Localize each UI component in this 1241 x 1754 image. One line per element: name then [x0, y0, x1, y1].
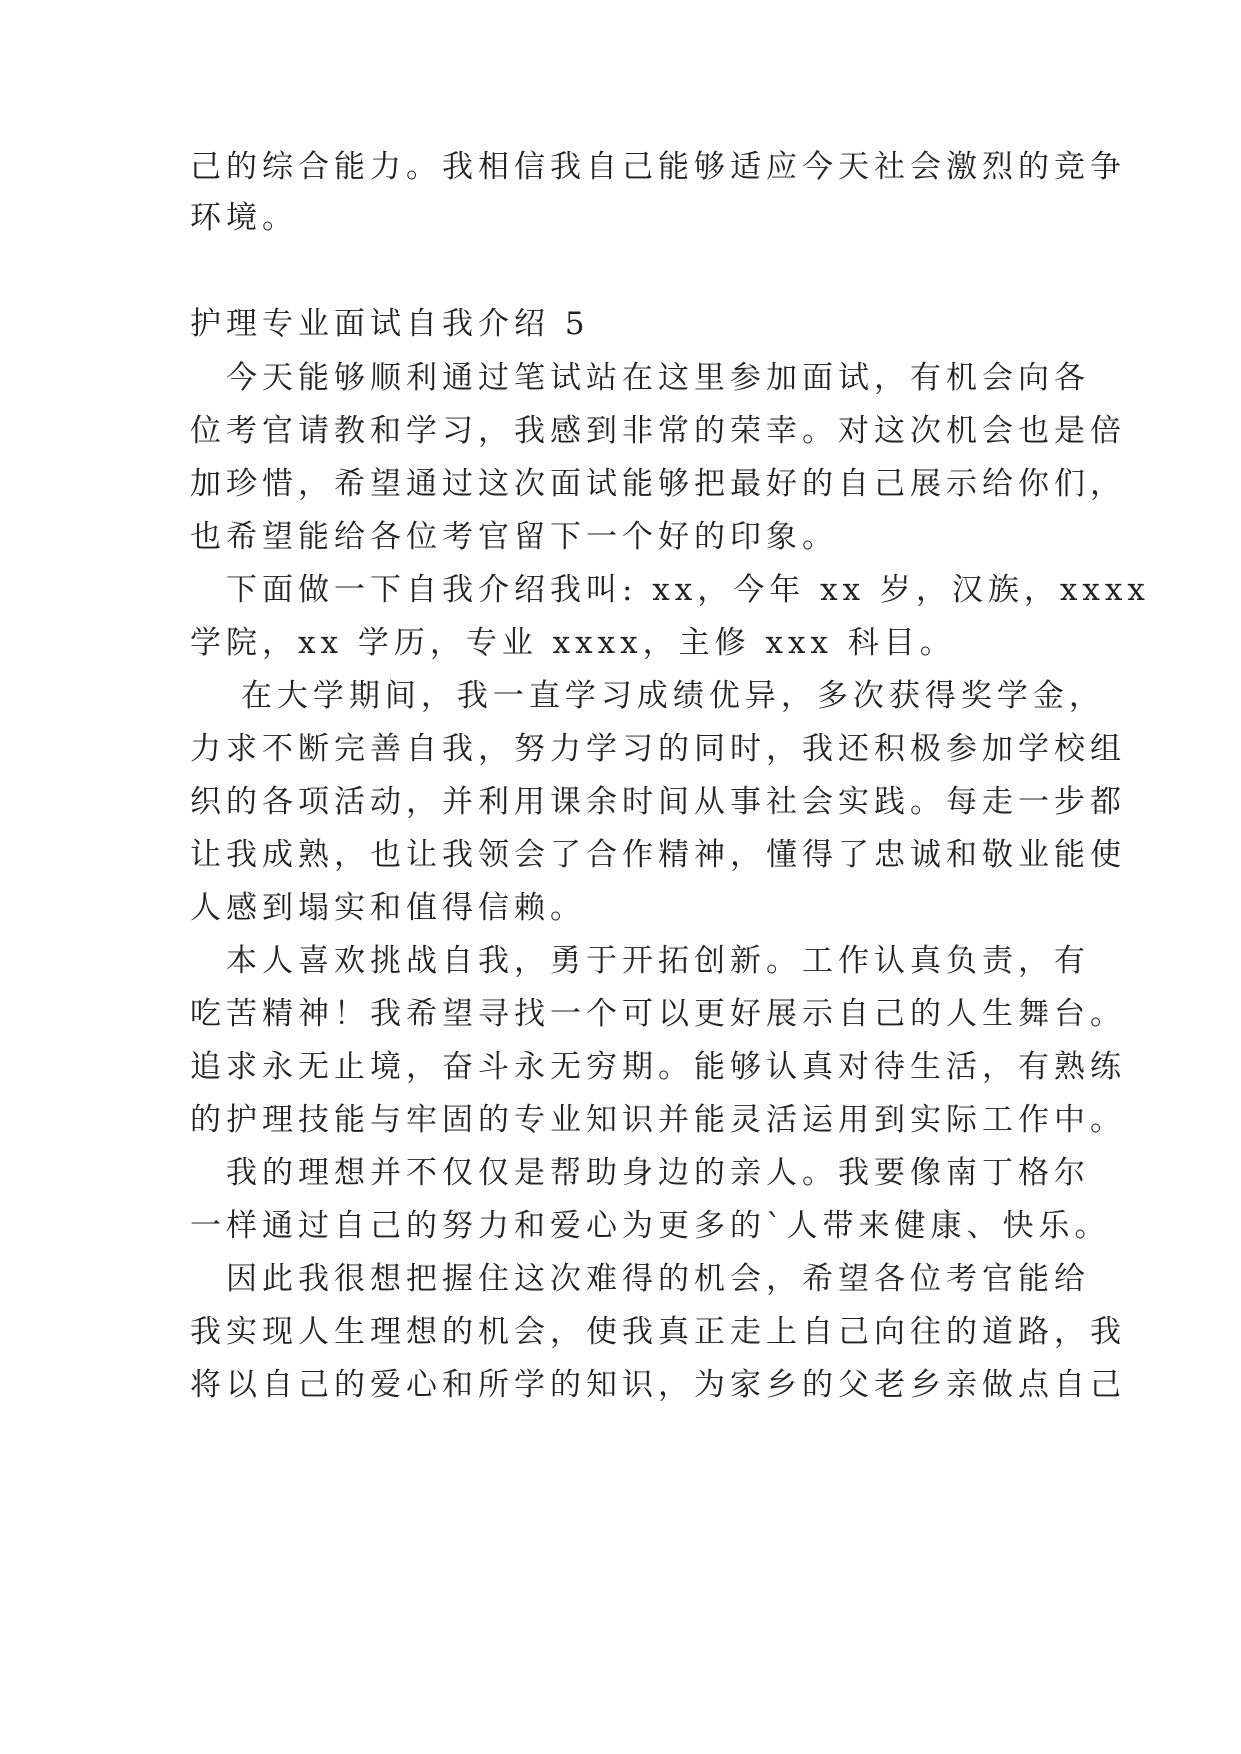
body-line: 今天能够顺利通过笔试站在这里参加面试，有机会向各	[190, 360, 1090, 396]
section-heading: 护理专业面试自我介绍 5	[190, 306, 590, 342]
body-line: 本人喜欢挑战自我，勇于开拓创新。工作认真负责，有	[190, 943, 1090, 979]
body-line: 也希望能给各位考官留下一个好的印象。	[190, 519, 838, 555]
body-line: 下面做一下自我介绍我叫: xx，今年 xx 岁，汉族，xxxx	[190, 572, 1150, 608]
body-line: 的护理技能与牢固的专业知识并能灵活运用到实际工作中。	[190, 1102, 1126, 1138]
body-line: 追求永无止境，奋斗永无穷期。能够认真对待生活，有熟练	[190, 1049, 1126, 1085]
body-line: 人感到塌实和值得信赖。	[190, 890, 586, 926]
body-line: 织的各项活动，并利用课余时间从事社会实践。每走一步都	[190, 784, 1126, 820]
body-line: 因此我很想把握住这次难得的机会，希望各位考官能给	[190, 1261, 1090, 1297]
body-line: 我的理想并不仅仅是帮助身边的亲人。我要像南丁格尔	[190, 1155, 1090, 1191]
body-line: 在大学期间，我一直学习成绩优异，多次获得奖学金，	[190, 678, 1105, 714]
body-line: 让我成熟，也让我领会了合作精神，懂得了忠诚和敬业能使	[190, 837, 1126, 873]
body-line: 吃苦精神！我希望寻找一个可以更好展示自己的人生舞台。	[190, 996, 1126, 1032]
body-line: 加珍惜，希望通过这次面试能够把最好的自己展示给你们，	[190, 466, 1126, 502]
body-line: 将以自己的爱心和所学的知识，为家乡的父老乡亲做点自己	[190, 1367, 1126, 1403]
body-line: 力求不断完善自我，努力学习的同时，我还积极参加学校组	[190, 731, 1126, 767]
body-line: 学院，xx 学历，专业 xxxx，主修 xxx 科目。	[190, 625, 956, 661]
body-line: 一样通过自己的努力和爱心为更多的`人带来健康、快乐。	[190, 1208, 1111, 1244]
continuation-line-2: 环境。	[190, 200, 298, 236]
body-line: 位考官请教和学习，我感到非常的荣幸。对这次机会也是倍	[190, 413, 1126, 449]
continuation-line-1: 己的综合能力。我相信我自己能够适应今天社会激烈的竞争	[190, 149, 1126, 185]
body-line: 我实现人生理想的机会，使我真正走上自己向往的道路，我	[190, 1314, 1126, 1350]
